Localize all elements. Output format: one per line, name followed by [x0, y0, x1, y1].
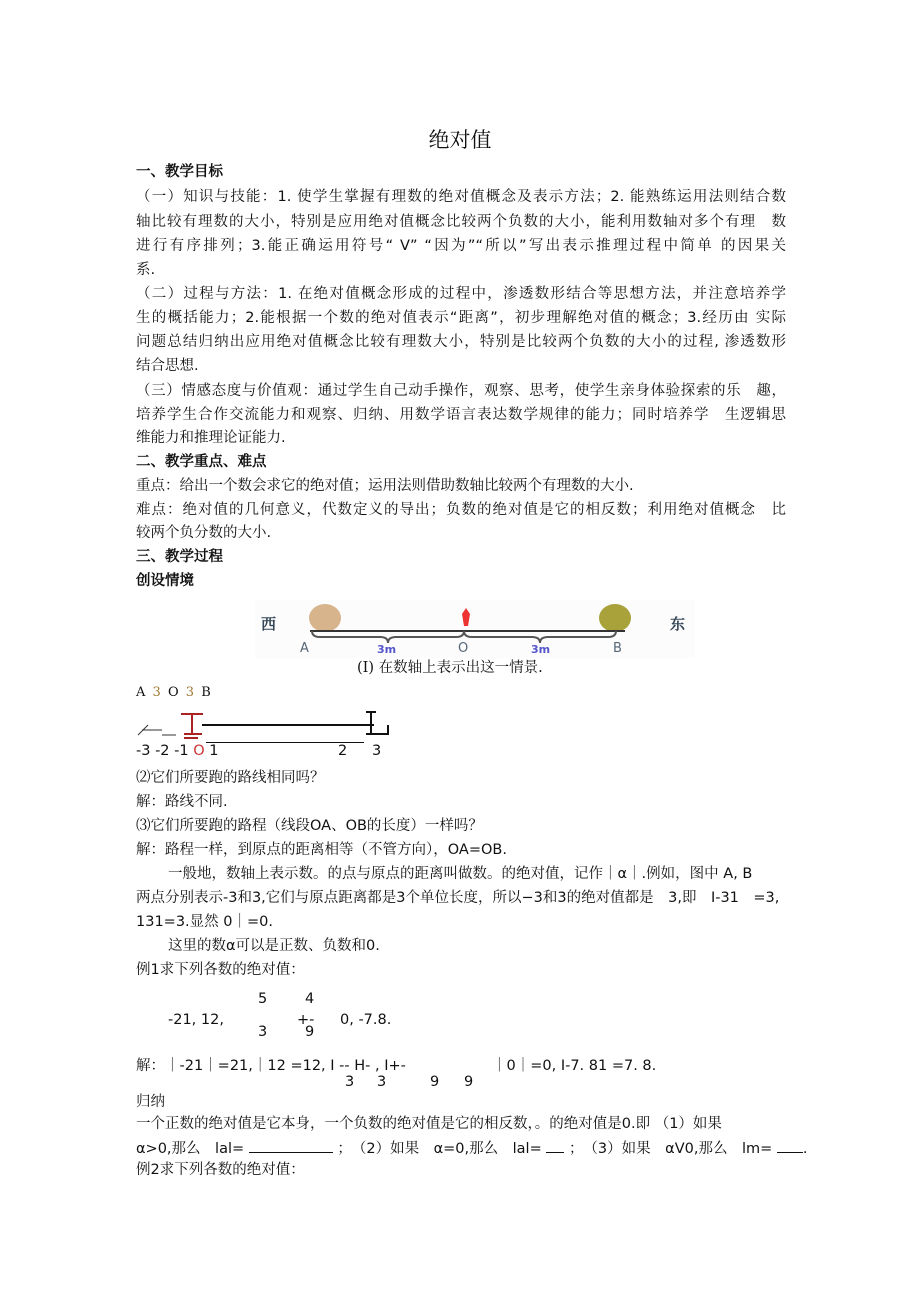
summary-1: 一个正数的绝对值是它本身，一个负数的绝对值是它的相反数，。的绝对值是0.即 （1）如果: [136, 1116, 722, 1132]
definition-2: 两点分别表示-3和3,它们与原点距离都是3个单位长度，所以−3和3的绝对值都是 3,即 I-31 =3,: [136, 890, 780, 906]
figure-caption: (I) 在数轴上表示出这一情景.: [357, 660, 543, 676]
animal-right-icon: [599, 604, 631, 632]
dist-left: 3m: [377, 643, 397, 656]
blank-3[interactable]: [777, 1138, 803, 1153]
ex1-sign: +-: [297, 1012, 315, 1028]
tick-1: 1: [209, 743, 219, 759]
blank-1[interactable]: [249, 1138, 333, 1153]
west-label: 西: [261, 615, 277, 633]
para-difficulty-2: 较两个负分数的大小.: [136, 525, 272, 541]
animal-left-icon: [309, 604, 341, 632]
ex1-values-a: -21, 12,: [168, 1012, 224, 1028]
number-axis: [136, 708, 396, 740]
frac1-num: 5: [258, 991, 268, 1007]
definition-3: 131=3.显然 0｜=0.: [136, 914, 273, 930]
sol-den-3: 9: [430, 1074, 440, 1090]
para-process-3: 问题总结归纳出应用绝对值概念比较有理数大小，特别是比较两个负数的大小的过程, 渗透数形: [136, 334, 786, 350]
sol-den-1: 3: [345, 1074, 355, 1090]
heading-goals: 一、教学目标: [136, 164, 223, 180]
summary-heading: 归纳: [136, 1094, 165, 1110]
para-key: 重点：给出一个数会求它的绝对值；运用法则借助数轴比较两个有理数的大小.: [136, 478, 634, 494]
para-knowledge-2: 轴比较有理数的大小，特别是应用绝对值概念比较两个负数的大小，能利用数轴对多个有理 数: [136, 214, 786, 230]
ex1-values-c: 0, -7.8.: [340, 1012, 392, 1028]
east-label: 东: [670, 615, 686, 633]
frac1-den: 3: [258, 1024, 268, 1040]
label-b: B: [201, 685, 211, 700]
heading-process: 三、教学过程: [136, 549, 223, 565]
heading-key-points: 二、教学重点、难点: [136, 454, 267, 470]
para-attitude-2: 培养学生合作交流能力和观察、归纳、用数学语言表达数学规律的能力；同时培养学 生逻辑思: [136, 407, 786, 423]
example-2: 例2求下列各数的绝对值：: [136, 1162, 305, 1178]
example-1: 例1求下列各数的绝对值：: [136, 962, 305, 978]
point-a: A: [300, 641, 309, 656]
heading-scenario: 创设情境: [136, 573, 194, 589]
axis-tick-labels: [136, 741, 382, 761]
blank-2[interactable]: [546, 1138, 564, 1153]
para-process-1: （二）过程与方法：1. 在绝对值概念形成的过程中，渗透数形结合等思想方法，并注意培养学: [136, 286, 786, 302]
case-zero: ； （2）如果 α=0,那么 lal=: [337, 1141, 542, 1157]
answer-2: 解：路线不同.: [136, 794, 228, 810]
page-title: 绝对值: [428, 128, 492, 152]
axis-red-underline: [184, 737, 198, 739]
label-o: O: [167, 685, 179, 700]
tick-2: 2: [338, 743, 348, 759]
label-a: A: [136, 685, 146, 700]
question-2: ⑵它们所要跑的路线相同吗？: [136, 770, 325, 786]
solution-1-end: ｜0｜=0, I-7. 81 =7. 8.: [492, 1058, 657, 1074]
frac2-den: 9: [305, 1024, 315, 1040]
tick-3: 3: [372, 743, 382, 759]
para-attitude-3: 维能力和推理论证能力.: [136, 430, 286, 446]
para-attitude-1: （三）情感态度与价值观：通过学生自己动手操作，观察、思考，使学生亲身体验探索的乐 趣，: [136, 383, 786, 399]
period: .: [802, 1141, 808, 1157]
axis-point-labels: [136, 683, 211, 703]
label-3b: 3: [185, 685, 195, 700]
question-3: ⑶它们所要跑的路程（线段OA、OB的长度）一样吗？: [136, 818, 483, 834]
sol-den-4: 9: [464, 1074, 474, 1090]
sol-den-2: 3: [377, 1074, 387, 1090]
para-difficulty-1: 难点：绝对值的几何意义，代数定义的导出；负数的绝对值是它的相反数；利用绝对值概念 比: [136, 502, 786, 518]
para-knowledge-1: （一）知识与技能：1. 使学生掌握有理数的绝对值概念及表示方法；2. 能熟练运用法则结合数: [136, 189, 786, 205]
scenario-figure: [255, 600, 695, 660]
para-process-2: 生的概括能力；2.能根据一个数的绝对值表示“距离”，初步理解绝对值的概念；3.经历由 实际: [136, 310, 786, 326]
label-3: 3: [152, 685, 161, 700]
para-process-4: 结合思想.: [136, 358, 199, 374]
tick-negatives: -3 -2 -1: [136, 743, 189, 759]
para-knowledge-4: 系.: [136, 262, 156, 278]
frac2-num: 4: [305, 991, 315, 1007]
solution-1: 解：｜-21｜=21,｜12 =12, I -- H- , I+-: [136, 1058, 406, 1074]
answer-3: 解：路程一样，到原点的距离相等（不管方向），OA=OB.: [136, 842, 507, 858]
dist-right: 3m: [531, 643, 551, 656]
tick-origin: O: [193, 743, 205, 759]
case-negative: ； （3）如果 αV0,那么 lm=: [568, 1141, 773, 1157]
point-o: O: [458, 641, 469, 656]
note: 这里的数α可以是正数、负数和0.: [168, 938, 380, 954]
point-b: B: [613, 641, 622, 656]
definition-1: 一般地，数轴上表示数。的点与原点的距离叫做数。的绝对值，记作｜α｜.例如，图中 A, B: [168, 866, 753, 882]
case-positive: α>0,那么 lal=: [136, 1141, 245, 1157]
para-knowledge-3: 进行有序排列；3.能正确运用符号“ V” “因为”“所以”写出表示推理过程中简单 的因果关: [136, 238, 786, 254]
summary-2: [136, 1138, 808, 1159]
